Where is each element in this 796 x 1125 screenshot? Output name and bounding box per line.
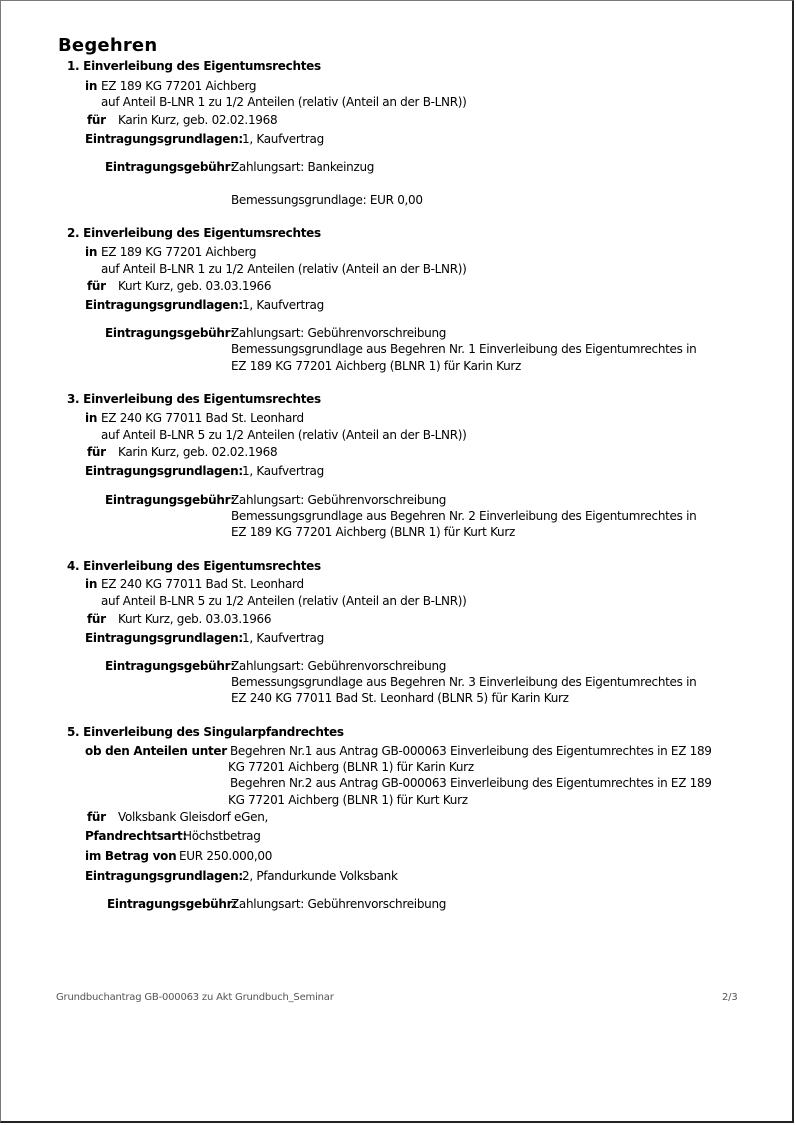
page-title: Begehren: [58, 35, 158, 56]
entry-1-gebuehr-label: Eintragungsgebühr:: [105, 160, 235, 174]
entry-1-zahlungsart: Zahlungsart: Bankeinzug: [231, 160, 375, 174]
entry-3-fuer-label: für: [87, 445, 106, 459]
entry-4-grundlagen-value: 1, Kaufvertrag: [242, 631, 324, 645]
footer-page-number: 2/3: [722, 992, 738, 1003]
entry-2-in-value: EZ 189 KG 77201 Aichberg: [101, 245, 257, 259]
entry-2-grundlagen-value: 1, Kaufvertrag: [242, 298, 324, 312]
footer-document-reference: Grundbuchantrag GB-000063 zu Akt Grundbuch_Seminar: [56, 992, 334, 1003]
entry-5-grundlagen-label: Eintragungsgrundlagen:: [85, 869, 243, 883]
entry-2-bemessung-cont: EZ 189 KG 77201 Aichberg (BLNR 1) für Karin Kurz: [231, 359, 522, 373]
entry-1-fuer-label: für: [87, 113, 106, 127]
entry-2-gebuehr-label: Eintragungsgebühr:: [105, 326, 235, 340]
entry-1-heading: 1. Einverleibung des Eigentumsrechtes: [67, 59, 321, 73]
entry-3-heading: 3. Einverleibung des Eigentumsrechtes: [67, 392, 321, 406]
entry-2-heading: 2. Einverleibung des Eigentumsrechtes: [67, 226, 321, 240]
entry-4-in-label: in: [85, 577, 98, 591]
entry-3-bemessung: Bemessungsgrundlage aus Begehren Nr. 2 Einverleibung des Eigentumrechtes in: [231, 509, 697, 523]
entry-3-grundlagen-label: Eintragungsgrundlagen:: [85, 464, 243, 478]
entry-5-ob-2-line-1: Begehren Nr.2 aus Antrag GB-000063 Einverleibung des Eigentumrechtes in EZ 189: [230, 776, 712, 790]
entry-4-gebuehr-label: Eintragungsgebühr:: [105, 659, 235, 673]
entry-5-gebuehr-label: Eintragungsgebühr:: [107, 897, 237, 911]
entry-5-ob-label: ob den Anteilen unter: [85, 744, 227, 758]
entry-2-bemessung: Bemessungsgrundlage aus Begehren Nr. 1 Einverleibung des Eigentumrechtes in: [231, 342, 697, 356]
entry-3-anteil: auf Anteil B-LNR 5 zu 1/2 Anteilen (relativ (Anteil an der B-LNR)): [101, 428, 467, 442]
entry-4-bemessung-cont: EZ 240 KG 77011 Bad St. Leonhard (BLNR 5) für Karin Kurz: [231, 691, 569, 705]
entry-5-zahlungsart: Zahlungsart: Gebührenvorschreibung: [231, 897, 447, 911]
entry-1-anteil: auf Anteil B-LNR 1 zu 1/2 Anteilen (relativ (Anteil an der B-LNR)): [101, 95, 467, 109]
entry-4-anteil: auf Anteil B-LNR 5 zu 1/2 Anteilen (relativ (Anteil an der B-LNR)): [101, 594, 467, 608]
entry-5-betrag-label: im Betrag von: [85, 849, 177, 863]
entry-2-in-label: in: [85, 245, 98, 259]
entry-3-zahlungsart: Zahlungsart: Gebührenvorschreibung: [231, 493, 447, 507]
entry-4-grundlagen-label: Eintragungsgrundlagen:: [85, 631, 243, 645]
entry-5-fuer-value: Volksbank Gleisdorf eGen,: [118, 810, 269, 824]
entry-4-in-value: EZ 240 KG 77011 Bad St. Leonhard: [101, 577, 304, 591]
entry-2-anteil: auf Anteil B-LNR 1 zu 1/2 Anteilen (relativ (Anteil an der B-LNR)): [101, 262, 467, 276]
entry-5-art-label: Pfandrechtsart:: [85, 829, 187, 843]
entry-3-bemessung-cont: EZ 189 KG 77201 Aichberg (BLNR 1) für Kurt Kurz: [231, 525, 515, 539]
entry-3-in-value: EZ 240 KG 77011 Bad St. Leonhard: [101, 411, 304, 425]
entry-1-grundlagen-value: 1, Kaufvertrag: [242, 132, 324, 146]
entry-4-zahlungsart: Zahlungsart: Gebührenvorschreibung: [231, 659, 447, 673]
entry-4-fuer-label: für: [87, 612, 106, 626]
entry-2-grundlagen-label: Eintragungsgrundlagen:: [85, 298, 243, 312]
entry-1-bemessung: Bemessungsgrundlage: EUR 0,00: [231, 193, 423, 207]
entry-5-ob-2-line-2: KG 77201 Aichberg (BLNR 1) für Kurt Kurz: [228, 793, 468, 807]
entry-1-fuer-value: Karin Kurz, geb. 02.02.1968: [118, 113, 278, 127]
entry-1-grundlagen-label: Eintragungsgrundlagen:: [85, 132, 243, 146]
entry-5-grundlagen-value: 2, Pfandurkunde Volksbank: [242, 869, 398, 883]
entry-3-gebuehr-label: Eintragungsgebühr:: [105, 493, 235, 507]
entry-4-fuer-value: Kurt Kurz, geb. 03.03.1966: [118, 612, 272, 626]
entry-5-art-value: Höchstbetrag: [183, 829, 261, 843]
entry-5-heading: 5. Einverleibung des Singularpfandrechtes: [67, 725, 344, 739]
entry-4-heading: 4. Einverleibung des Eigentumsrechtes: [67, 559, 321, 573]
entry-3-grundlagen-value: 1, Kaufvertrag: [242, 464, 324, 478]
entry-5-betrag-value: EUR 250.000,00: [179, 849, 273, 863]
entry-5-ob-1-line-2: KG 77201 Aichberg (BLNR 1) für Karin Kurz: [228, 760, 474, 774]
entry-1-in-value: EZ 189 KG 77201 Aichberg: [101, 79, 257, 93]
entry-2-zahlungsart: Zahlungsart: Gebührenvorschreibung: [231, 326, 447, 340]
entry-5-fuer-label: für: [87, 810, 106, 824]
entry-3-in-label: in: [85, 411, 98, 425]
entry-2-fuer-value: Kurt Kurz, geb. 03.03.1966: [118, 279, 272, 293]
entry-5-ob-1-line-1: Begehren Nr.1 aus Antrag GB-000063 Einverleibung des Eigentumrechtes in EZ 189: [230, 744, 712, 758]
entry-1-in-label: in: [85, 79, 98, 93]
entry-3-fuer-value: Karin Kurz, geb. 02.02.1968: [118, 445, 278, 459]
entry-4-bemessung: Bemessungsgrundlage aus Begehren Nr. 3 Einverleibung des Eigentumrechtes in: [231, 675, 697, 689]
entry-2-fuer-label: für: [87, 279, 106, 293]
